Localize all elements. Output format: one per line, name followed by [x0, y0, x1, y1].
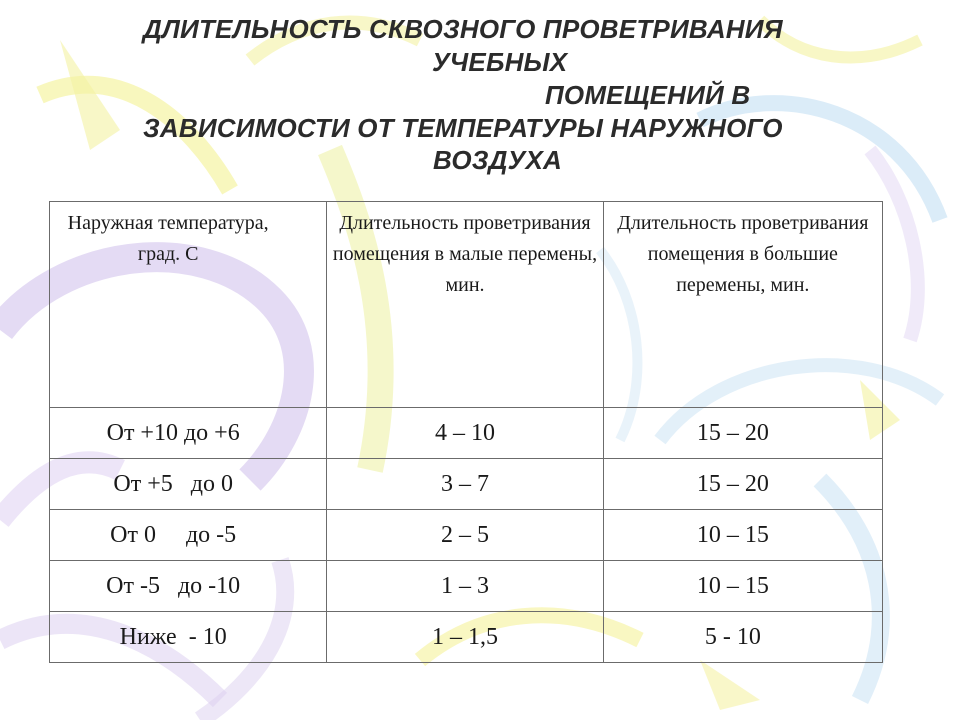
table-row: [50, 459, 883, 510]
header-cell-text: Наружная температура, град. С: [67, 212, 269, 265]
short-break-cell: 2 – 5: [327, 510, 603, 561]
temperature-cell: От +10 до +6: [50, 408, 327, 459]
temperature-cell: Ниже - 10: [50, 612, 327, 663]
header-outdoor-temperature: [50, 202, 327, 408]
header-long-break-duration: [603, 202, 882, 408]
short-break-cell: 1 – 3: [327, 561, 603, 612]
ventilation-table: [49, 201, 883, 663]
header-cell-text: Длительность проветривания помещения в малые перемены, мин.: [332, 212, 598, 296]
long-break-cell: 5 - 10: [603, 612, 882, 663]
title-line-4: ЗАВИСИМОСТИ ОТ ТЕМПЕРАТУРЫ НАРУЖНОГО: [143, 113, 783, 143]
table-header-row: [50, 202, 883, 408]
short-break-cell: 3 – 7: [327, 459, 603, 510]
table-row: [50, 561, 883, 612]
title-line-5: ВОЗДУХА: [433, 145, 562, 175]
table-row: [50, 510, 883, 561]
long-break-cell: 15 – 20: [603, 459, 882, 510]
header-cell-text: Длительность проветривания помещения в большие перемены, мин.: [617, 212, 869, 296]
temperature-cell: От 0 до -5: [50, 510, 327, 561]
long-break-cell: 15 – 20: [603, 408, 882, 459]
temperature-cell: От +5 до 0: [50, 459, 327, 510]
long-break-cell: 10 – 15: [603, 561, 882, 612]
temperature-cell: От -5 до -10: [50, 561, 327, 612]
table-row: [50, 612, 883, 663]
title-line-3: ПОМЕЩЕНИЙ В: [545, 80, 751, 110]
short-break-cell: 4 – 10: [327, 408, 603, 459]
table-row: [50, 408, 883, 459]
short-break-cell: 1 – 1,5: [327, 612, 603, 663]
header-short-break-duration: [327, 202, 603, 408]
long-break-cell: 10 – 15: [603, 510, 882, 561]
title-line-1: ДЛИТЕЛЬНОСТЬ СКВОЗНОГО ПРОВЕТРИВАНИЯ: [143, 14, 783, 44]
title-line-2: УЧЕБНЫХ: [432, 47, 568, 77]
